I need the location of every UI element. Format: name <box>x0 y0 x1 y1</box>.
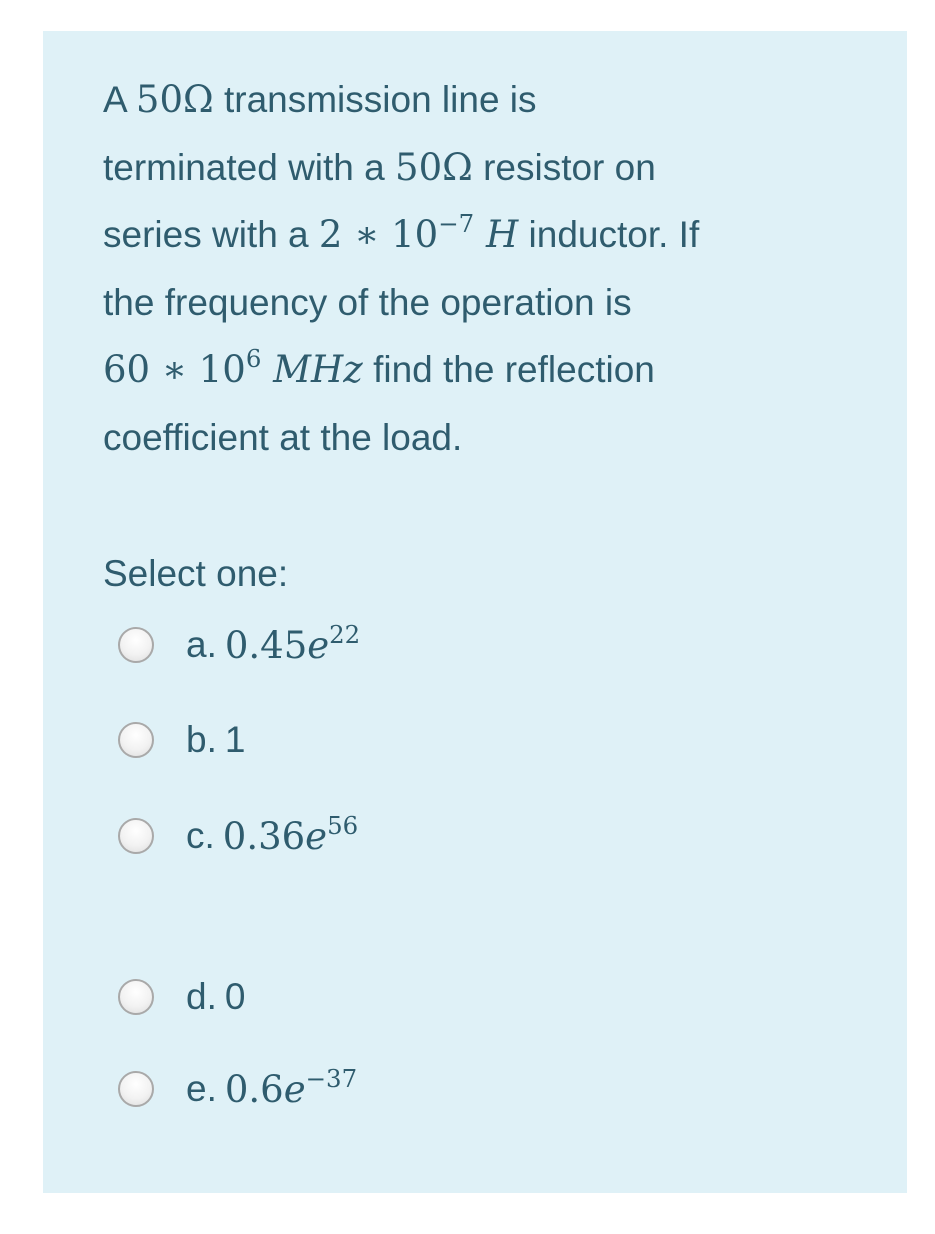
radio-unchecked-icon[interactable] <box>118 627 154 663</box>
math-base: 2 ∗ 10 <box>318 213 439 256</box>
radio-unchecked-icon[interactable] <box>118 818 154 854</box>
option-letter: d. <box>186 976 217 1017</box>
option-exponent: −37 <box>305 1063 358 1093</box>
option-c[interactable] <box>118 812 358 860</box>
option-value: 0 <box>224 976 246 1017</box>
select-one-label: Select one: <box>103 553 289 594</box>
option-value <box>224 619 361 667</box>
question-text-segment: series with a <box>103 214 319 255</box>
question-line-6: coefficient at the load. <box>103 416 463 458</box>
radio-unchecked-icon[interactable] <box>118 1071 154 1107</box>
question-text-segment: inductor. If <box>518 214 700 255</box>
option-letter: a. <box>186 624 217 665</box>
option-letter: b. <box>186 719 217 760</box>
question-line-1 <box>103 66 863 134</box>
question-text-segment: transmission line is <box>213 79 537 120</box>
math-frequency <box>103 343 363 391</box>
option-letter: c. <box>186 815 215 856</box>
question-text-segment: find the reflection <box>362 349 655 390</box>
math-unit: H <box>485 213 519 256</box>
option-base: 0.6 <box>224 1067 284 1111</box>
radio-unchecked-icon[interactable] <box>118 722 154 758</box>
option-value <box>222 810 359 858</box>
math-exponent: 6 <box>245 343 262 373</box>
question-line-2 <box>103 134 863 202</box>
option-letter: e. <box>186 1068 217 1109</box>
math-inductance <box>318 208 519 256</box>
option-a[interactable] <box>118 621 360 669</box>
option-exponent: 22 <box>329 619 361 649</box>
math-base: 60 ∗ 10 <box>103 348 246 391</box>
option-base: 0.36 <box>222 814 306 858</box>
option-value: 1 <box>224 719 246 760</box>
option-exponent: 56 <box>327 810 359 840</box>
option-e[interactable] <box>118 1065 357 1113</box>
question-text-segment: resistor on <box>472 146 656 188</box>
math-exponent: −7 <box>438 208 475 238</box>
option-e: e <box>283 1067 306 1111</box>
question-line-5 <box>103 336 863 404</box>
option-e: e <box>307 623 330 667</box>
option-d[interactable] <box>118 973 245 1021</box>
question-line-4: the frequency of the operation is <box>103 281 632 323</box>
question-line-3 <box>103 201 863 269</box>
option-value <box>224 1063 358 1111</box>
math-unit: MHz <box>273 348 363 391</box>
question-text-segment: terminated with a <box>103 146 396 188</box>
math-impedance: 50Ω <box>135 78 214 121</box>
question-text <box>103 66 863 471</box>
radio-unchecked-icon[interactable] <box>118 979 154 1015</box>
question-text-segment: A <box>103 79 136 120</box>
option-e: e <box>305 814 328 858</box>
math-resistance: 50Ω <box>395 145 473 189</box>
option-base: 0.45 <box>224 623 308 667</box>
option-b[interactable] <box>118 716 245 764</box>
